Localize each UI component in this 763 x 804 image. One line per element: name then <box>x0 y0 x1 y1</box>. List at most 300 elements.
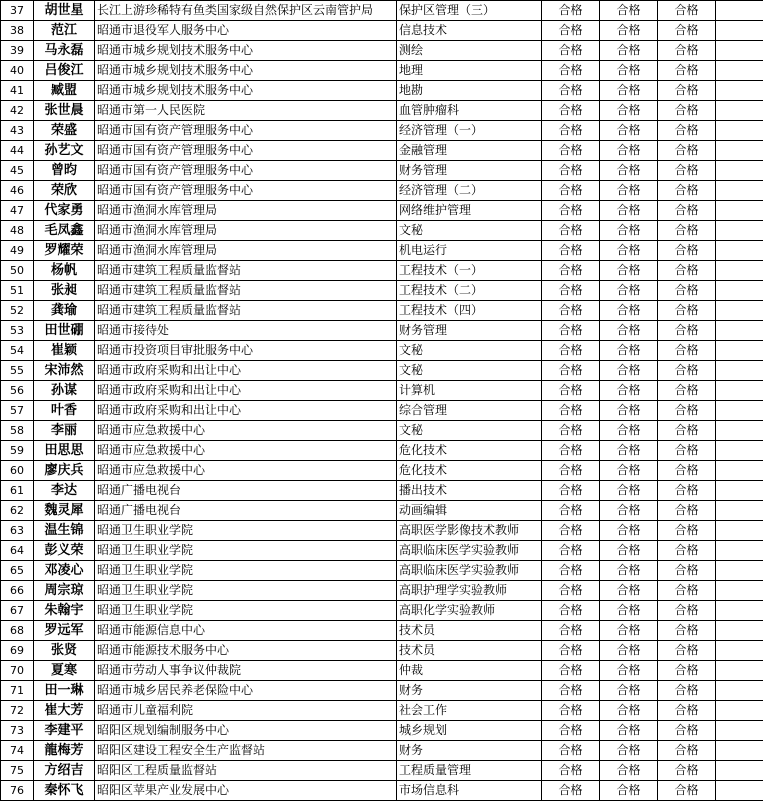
row-number: 62 <box>1 501 34 521</box>
row-number: 53 <box>1 321 34 341</box>
empty-cell <box>716 21 763 41</box>
result-1: 合格 <box>542 241 600 261</box>
result-2: 合格 <box>600 201 658 221</box>
table-row <box>1 161 763 181</box>
result-1: 合格 <box>542 481 600 501</box>
result-1: 合格 <box>542 401 600 421</box>
result-2: 合格 <box>600 541 658 561</box>
position: 工程技术（四） <box>397 301 542 321</box>
result-3: 合格 <box>658 501 716 521</box>
table-row <box>1 781 763 801</box>
empty-cell <box>716 441 763 461</box>
result-3: 合格 <box>658 781 716 801</box>
result-1: 合格 <box>542 81 600 101</box>
result-1: 合格 <box>542 101 600 121</box>
position: 危化技术 <box>397 461 542 481</box>
empty-cell <box>716 641 763 661</box>
result-2: 合格 <box>600 581 658 601</box>
empty-cell <box>716 721 763 741</box>
person-name: 龚瑜 <box>34 301 95 321</box>
empty-cell <box>716 361 763 381</box>
person-name: 夏寒 <box>34 661 95 681</box>
employer-unit: 昭通市应急救援中心 <box>95 461 397 481</box>
result-3: 合格 <box>658 141 716 161</box>
table-row <box>1 521 763 541</box>
empty-cell <box>716 501 763 521</box>
result-3: 合格 <box>658 61 716 81</box>
result-2: 合格 <box>600 721 658 741</box>
row-number: 55 <box>1 361 34 381</box>
table-row <box>1 221 763 241</box>
person-name: 代家勇 <box>34 201 95 221</box>
employer-unit: 昭通市建筑工程质量监督站 <box>95 261 397 281</box>
result-2: 合格 <box>600 141 658 161</box>
row-number: 50 <box>1 261 34 281</box>
result-2: 合格 <box>600 481 658 501</box>
employer-unit: 昭通市第一人民医院 <box>95 101 397 121</box>
table-row <box>1 301 763 321</box>
employer-unit: 昭通市城乡规划技术服务中心 <box>95 81 397 101</box>
result-3: 合格 <box>658 621 716 641</box>
result-1: 合格 <box>542 561 600 581</box>
position: 播出技术 <box>397 481 542 501</box>
employer-unit: 昭通市能源信息中心 <box>95 621 397 641</box>
employer-unit: 昭通卫生职业学院 <box>95 521 397 541</box>
position: 仲裁 <box>397 661 542 681</box>
result-2: 合格 <box>600 641 658 661</box>
person-name: 周宗琼 <box>34 581 95 601</box>
row-number: 41 <box>1 81 34 101</box>
result-2: 合格 <box>600 381 658 401</box>
position: 网络维护管理 <box>397 201 542 221</box>
result-1: 合格 <box>542 641 600 661</box>
position: 工程技术（一） <box>397 261 542 281</box>
result-3: 合格 <box>658 661 716 681</box>
result-1: 合格 <box>542 61 600 81</box>
row-number: 37 <box>1 1 34 21</box>
position: 高职医学影像技术教师 <box>397 521 542 541</box>
person-name: 张世晨 <box>34 101 95 121</box>
row-number: 61 <box>1 481 34 501</box>
result-2: 合格 <box>600 421 658 441</box>
result-3: 合格 <box>658 121 716 141</box>
position: 技术员 <box>397 641 542 661</box>
person-name: 胡世星 <box>34 1 95 21</box>
row-number: 40 <box>1 61 34 81</box>
position: 工程技术（二） <box>397 281 542 301</box>
empty-cell <box>716 241 763 261</box>
row-number: 38 <box>1 21 34 41</box>
table-row <box>1 201 763 221</box>
empty-cell <box>716 761 763 781</box>
table-row <box>1 601 763 621</box>
position: 文秘 <box>397 361 542 381</box>
result-3: 合格 <box>658 301 716 321</box>
person-name: 毛凤鑫 <box>34 221 95 241</box>
result-2: 合格 <box>600 281 658 301</box>
result-1: 合格 <box>542 281 600 301</box>
empty-cell <box>716 381 763 401</box>
table-row <box>1 21 763 41</box>
result-2: 合格 <box>600 121 658 141</box>
table-row <box>1 701 763 721</box>
row-number: 44 <box>1 141 34 161</box>
employer-unit: 昭通市国有资产管理服务中心 <box>95 181 397 201</box>
person-name: 马永磊 <box>34 41 95 61</box>
position: 工程质量管理 <box>397 761 542 781</box>
result-1: 合格 <box>542 181 600 201</box>
table-row <box>1 41 763 61</box>
table-row <box>1 441 763 461</box>
result-3: 合格 <box>658 201 716 221</box>
employer-unit: 昭通市政府采购和出让中心 <box>95 401 397 421</box>
result-1: 合格 <box>542 681 600 701</box>
result-2: 合格 <box>600 521 658 541</box>
person-name: 温生锦 <box>34 521 95 541</box>
result-3: 合格 <box>658 561 716 581</box>
table-row <box>1 361 763 381</box>
result-1: 合格 <box>542 321 600 341</box>
empty-cell <box>716 201 763 221</box>
empty-cell <box>716 161 763 181</box>
empty-cell <box>716 81 763 101</box>
result-2: 合格 <box>600 321 658 341</box>
employer-unit: 昭通市接待处 <box>95 321 397 341</box>
result-1: 合格 <box>542 301 600 321</box>
result-2: 合格 <box>600 781 658 801</box>
result-1: 合格 <box>542 441 600 461</box>
result-3: 合格 <box>658 261 716 281</box>
result-3: 合格 <box>658 281 716 301</box>
position: 技术员 <box>397 621 542 641</box>
result-1: 合格 <box>542 261 600 281</box>
empty-cell <box>716 781 763 801</box>
result-2: 合格 <box>600 621 658 641</box>
result-1: 合格 <box>542 701 600 721</box>
person-name: 曾昀 <box>34 161 95 181</box>
person-name: 范江 <box>34 21 95 41</box>
row-number: 42 <box>1 101 34 121</box>
table-row <box>1 581 763 601</box>
row-number: 68 <box>1 621 34 641</box>
result-1: 合格 <box>542 741 600 761</box>
result-3: 合格 <box>658 701 716 721</box>
result-1: 合格 <box>542 541 600 561</box>
result-1: 合格 <box>542 781 600 801</box>
person-name: 荣盛 <box>34 121 95 141</box>
employer-unit: 昭通市政府采购和出让中心 <box>95 381 397 401</box>
row-number: 47 <box>1 201 34 221</box>
position: 测绘 <box>397 41 542 61</box>
empty-cell <box>716 521 763 541</box>
result-2: 合格 <box>600 21 658 41</box>
result-3: 合格 <box>658 441 716 461</box>
person-name: 田思思 <box>34 441 95 461</box>
person-name: 荣欣 <box>34 181 95 201</box>
table-row <box>1 141 763 161</box>
employer-unit: 昭通市国有资产管理服务中心 <box>95 161 397 181</box>
empty-cell <box>716 321 763 341</box>
result-2: 合格 <box>600 361 658 381</box>
position: 信息技术 <box>397 21 542 41</box>
row-number: 57 <box>1 401 34 421</box>
empty-cell <box>716 61 763 81</box>
result-2: 合格 <box>600 261 658 281</box>
table-row <box>1 641 763 661</box>
result-1: 合格 <box>542 621 600 641</box>
result-2: 合格 <box>600 601 658 621</box>
row-number: 43 <box>1 121 34 141</box>
table-row <box>1 181 763 201</box>
employer-unit: 昭通市儿童福利院 <box>95 701 397 721</box>
row-number: 65 <box>1 561 34 581</box>
position: 城乡规划 <box>397 721 542 741</box>
empty-cell <box>716 541 763 561</box>
result-3: 合格 <box>658 221 716 241</box>
position: 高职化学实验教师 <box>397 601 542 621</box>
employer-unit: 昭通市城乡居民养老保险中心 <box>95 681 397 701</box>
row-number: 63 <box>1 521 34 541</box>
result-2: 合格 <box>600 761 658 781</box>
row-number: 56 <box>1 381 34 401</box>
empty-cell <box>716 561 763 581</box>
row-number: 72 <box>1 701 34 721</box>
table-row <box>1 381 763 401</box>
employer-unit: 昭通市退役军人服务中心 <box>95 21 397 41</box>
employer-unit: 昭通市政府采购和出让中心 <box>95 361 397 381</box>
row-number: 58 <box>1 421 34 441</box>
result-2: 合格 <box>600 181 658 201</box>
result-2: 合格 <box>600 301 658 321</box>
person-name: 张贤 <box>34 641 95 661</box>
result-1: 合格 <box>542 761 600 781</box>
person-name: 方绍吉 <box>34 761 95 781</box>
result-3: 合格 <box>658 341 716 361</box>
result-2: 合格 <box>600 241 658 261</box>
empty-cell <box>716 621 763 641</box>
result-2: 合格 <box>600 161 658 181</box>
person-name: 张昶 <box>34 281 95 301</box>
result-2: 合格 <box>600 441 658 461</box>
result-2: 合格 <box>600 81 658 101</box>
result-1: 合格 <box>542 521 600 541</box>
employer-unit: 昭通市国有资产管理服务中心 <box>95 121 397 141</box>
table-row <box>1 741 763 761</box>
employer-unit: 昭阳区建设工程安全生产监督站 <box>95 741 397 761</box>
employer-unit: 昭通市建筑工程质量监督站 <box>95 301 397 321</box>
position: 市场信息科 <box>397 781 542 801</box>
row-number: 54 <box>1 341 34 361</box>
empty-cell <box>716 181 763 201</box>
result-2: 合格 <box>600 741 658 761</box>
empty-cell <box>716 101 763 121</box>
result-3: 合格 <box>658 361 716 381</box>
person-name: 朱翰宇 <box>34 601 95 621</box>
result-3: 合格 <box>658 461 716 481</box>
position: 财务 <box>397 681 542 701</box>
result-3: 合格 <box>658 641 716 661</box>
empty-cell <box>716 581 763 601</box>
empty-cell <box>716 281 763 301</box>
result-3: 合格 <box>658 241 716 261</box>
position: 血管肿瘤科 <box>397 101 542 121</box>
result-2: 合格 <box>600 461 658 481</box>
person-name: 魏灵犀 <box>34 501 95 521</box>
employer-unit: 昭阳区工程质量监督站 <box>95 761 397 781</box>
result-1: 合格 <box>542 201 600 221</box>
result-3: 合格 <box>658 401 716 421</box>
person-name: 李达 <box>34 481 95 501</box>
person-name: 罗远军 <box>34 621 95 641</box>
result-1: 合格 <box>542 461 600 481</box>
result-3: 合格 <box>658 601 716 621</box>
employer-unit: 昭通卫生职业学院 <box>95 561 397 581</box>
row-number: 76 <box>1 781 34 801</box>
person-name: 孙谋 <box>34 381 95 401</box>
result-3: 合格 <box>658 761 716 781</box>
employer-unit: 昭通广播电视台 <box>95 501 397 521</box>
person-name: 邓凌心 <box>34 561 95 581</box>
result-2: 合格 <box>600 341 658 361</box>
person-name: 龍梅芳 <box>34 741 95 761</box>
table-body <box>1 1 763 801</box>
result-1: 合格 <box>542 341 600 361</box>
position: 动画编辑 <box>397 501 542 521</box>
result-1: 合格 <box>542 121 600 141</box>
position: 综合管理 <box>397 401 542 421</box>
result-1: 合格 <box>542 141 600 161</box>
empty-cell <box>716 301 763 321</box>
result-3: 合格 <box>658 161 716 181</box>
employer-unit: 昭通卫生职业学院 <box>95 601 397 621</box>
person-name: 罗耀荣 <box>34 241 95 261</box>
employer-unit: 昭通市渔洞水库管理局 <box>95 221 397 241</box>
employer-unit: 昭通市渔洞水库管理局 <box>95 241 397 261</box>
table-row <box>1 61 763 81</box>
empty-cell <box>716 261 763 281</box>
person-name: 叶香 <box>34 401 95 421</box>
table-row <box>1 341 763 361</box>
position: 危化技术 <box>397 441 542 461</box>
position: 经济管理（一） <box>397 121 542 141</box>
position: 财务管理 <box>397 161 542 181</box>
position: 金融管理 <box>397 141 542 161</box>
result-1: 合格 <box>542 581 600 601</box>
employer-unit: 昭通市国有资产管理服务中心 <box>95 141 397 161</box>
result-1: 合格 <box>542 501 600 521</box>
row-number: 52 <box>1 301 34 321</box>
empty-cell <box>716 741 763 761</box>
table-row <box>1 321 763 341</box>
result-3: 合格 <box>658 421 716 441</box>
employer-unit: 昭阳区苹果产业发展中心 <box>95 781 397 801</box>
result-2: 合格 <box>600 401 658 421</box>
empty-cell <box>716 681 763 701</box>
result-3: 合格 <box>658 681 716 701</box>
result-3: 合格 <box>658 581 716 601</box>
row-number: 49 <box>1 241 34 261</box>
table-row <box>1 281 763 301</box>
row-number: 69 <box>1 641 34 661</box>
row-number: 73 <box>1 721 34 741</box>
result-3: 合格 <box>658 41 716 61</box>
employer-unit: 昭通市建筑工程质量监督站 <box>95 281 397 301</box>
table-row <box>1 461 763 481</box>
position: 高职临床医学实验教师 <box>397 561 542 581</box>
row-number: 75 <box>1 761 34 781</box>
position: 文秘 <box>397 421 542 441</box>
person-name: 吕俊江 <box>34 61 95 81</box>
row-number: 67 <box>1 601 34 621</box>
table-row <box>1 421 763 441</box>
employer-unit: 昭通市应急救援中心 <box>95 441 397 461</box>
table-row <box>1 261 763 281</box>
employer-unit: 昭通市城乡规划技术服务中心 <box>95 41 397 61</box>
result-1: 合格 <box>542 381 600 401</box>
empty-cell <box>716 461 763 481</box>
result-3: 合格 <box>658 321 716 341</box>
table-row <box>1 1 763 21</box>
empty-cell <box>716 401 763 421</box>
result-2: 合格 <box>600 501 658 521</box>
result-2: 合格 <box>600 221 658 241</box>
table-row <box>1 121 763 141</box>
row-number: 59 <box>1 441 34 461</box>
employer-unit: 昭通广播电视台 <box>95 481 397 501</box>
person-name: 宋沛然 <box>34 361 95 381</box>
result-1: 合格 <box>542 221 600 241</box>
position: 财务 <box>397 741 542 761</box>
empty-cell <box>716 141 763 161</box>
position: 地理 <box>397 61 542 81</box>
table-row <box>1 561 763 581</box>
result-3: 合格 <box>658 541 716 561</box>
employer-unit: 昭通卫生职业学院 <box>95 541 397 561</box>
result-2: 合格 <box>600 681 658 701</box>
position: 高职临床医学实验教师 <box>397 541 542 561</box>
result-2: 合格 <box>600 1 658 21</box>
person-name: 崔颖 <box>34 341 95 361</box>
person-name: 李建平 <box>34 721 95 741</box>
row-number: 51 <box>1 281 34 301</box>
empty-cell <box>716 601 763 621</box>
empty-cell <box>716 121 763 141</box>
row-number: 71 <box>1 681 34 701</box>
empty-cell <box>716 421 763 441</box>
result-1: 合格 <box>542 361 600 381</box>
employer-unit: 昭通卫生职业学院 <box>95 581 397 601</box>
table-row <box>1 681 763 701</box>
result-3: 合格 <box>658 481 716 501</box>
result-2: 合格 <box>600 41 658 61</box>
employer-unit: 昭通市城乡规划技术服务中心 <box>95 61 397 81</box>
position: 文秘 <box>397 221 542 241</box>
result-3: 合格 <box>658 741 716 761</box>
table-row <box>1 721 763 741</box>
position: 经济管理（二） <box>397 181 542 201</box>
table-row <box>1 661 763 681</box>
person-name: 崔大芳 <box>34 701 95 721</box>
empty-cell <box>716 481 763 501</box>
result-3: 合格 <box>658 81 716 101</box>
table-row <box>1 481 763 501</box>
result-1: 合格 <box>542 421 600 441</box>
result-1: 合格 <box>542 721 600 741</box>
result-1: 合格 <box>542 601 600 621</box>
person-name: 田世硼 <box>34 321 95 341</box>
position: 地勘 <box>397 81 542 101</box>
table-row <box>1 761 763 781</box>
